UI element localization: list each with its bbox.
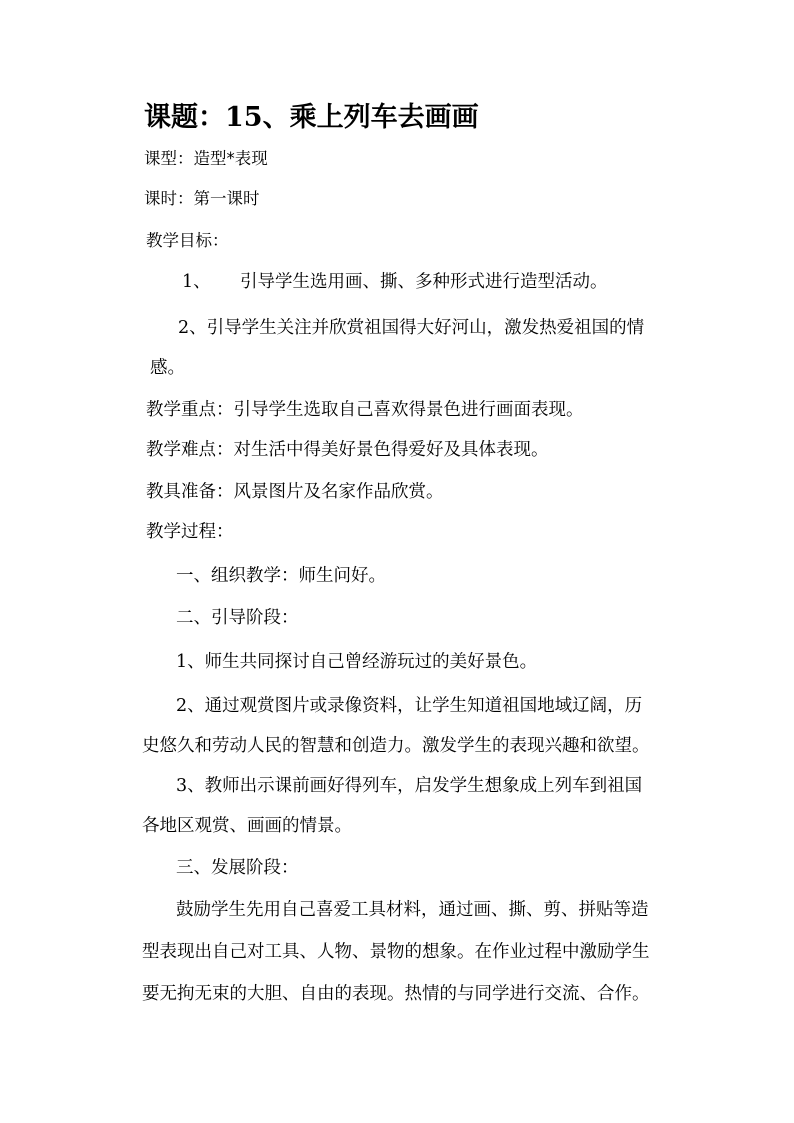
step-2: 二、引导阶段： — [176, 608, 299, 628]
step-2-item-2-line2: 史悠久和劳动人民的智慧和创造力。激发学生的表现兴趣和欲望。 — [142, 736, 650, 756]
key-point: 教学重点：引导学生选取自己喜欢得景色进行画面表现。 — [146, 400, 584, 420]
step-2-item-3-line2: 各地区观赏、画画的情景。 — [142, 816, 352, 836]
lesson-type: 课型：造型*表现 — [144, 149, 268, 168]
objective-2-line1: 2、引导学生关注并欣赏祖国得大好河山，激发热爱祖国的情 — [178, 318, 645, 338]
process-heading: 教学过程： — [146, 522, 234, 542]
step-3-paragraph-line1: 鼓励学生先用自己喜爱工具材料，通过画、撕、剪、拼贴等造 — [176, 900, 649, 920]
step-3-paragraph-line2: 型表现出自己对工具、人物、景物的想象。在作业过程中激励学生 — [142, 942, 650, 962]
step-1: 一、组织教学：师生问好。 — [176, 566, 386, 586]
objectives-heading: 教学目标： — [146, 231, 229, 250]
lesson-title: 课题：15、乘上列车去画画 — [144, 102, 479, 133]
step-3-paragraph-line3: 要无拘无束的大胆、自由的表现。热情的与同学进行交流、合作。 — [142, 984, 650, 1004]
objective-2-line2: 感。 — [150, 358, 185, 378]
objective-1 — [182, 270, 608, 294]
step-3: 三、发展阶段： — [176, 858, 299, 878]
objective-1-text: 引导学生选用画、撕、多种形式进行造型活动。 — [240, 272, 608, 292]
difficulty: 教学难点：对生活中得美好景色得爱好及具体表现。 — [146, 440, 549, 460]
materials: 教具准备：风景图片及名家作品欣赏。 — [146, 482, 444, 502]
step-2-item-3-line1: 3、教师出示课前画好得列车，启发学生想象成上列车到祖国 — [176, 776, 643, 796]
objective-1-number: 1、 — [182, 272, 211, 292]
step-2-item-2-line1: 2、通过观赏图片或录像资料，让学生知道祖国地域辽阔，历 — [176, 696, 643, 716]
lesson-period: 课时：第一课时 — [144, 189, 260, 208]
step-2-item-1: 1、师生共同探讨自己曾经游玩过的美好景色。 — [176, 652, 538, 672]
